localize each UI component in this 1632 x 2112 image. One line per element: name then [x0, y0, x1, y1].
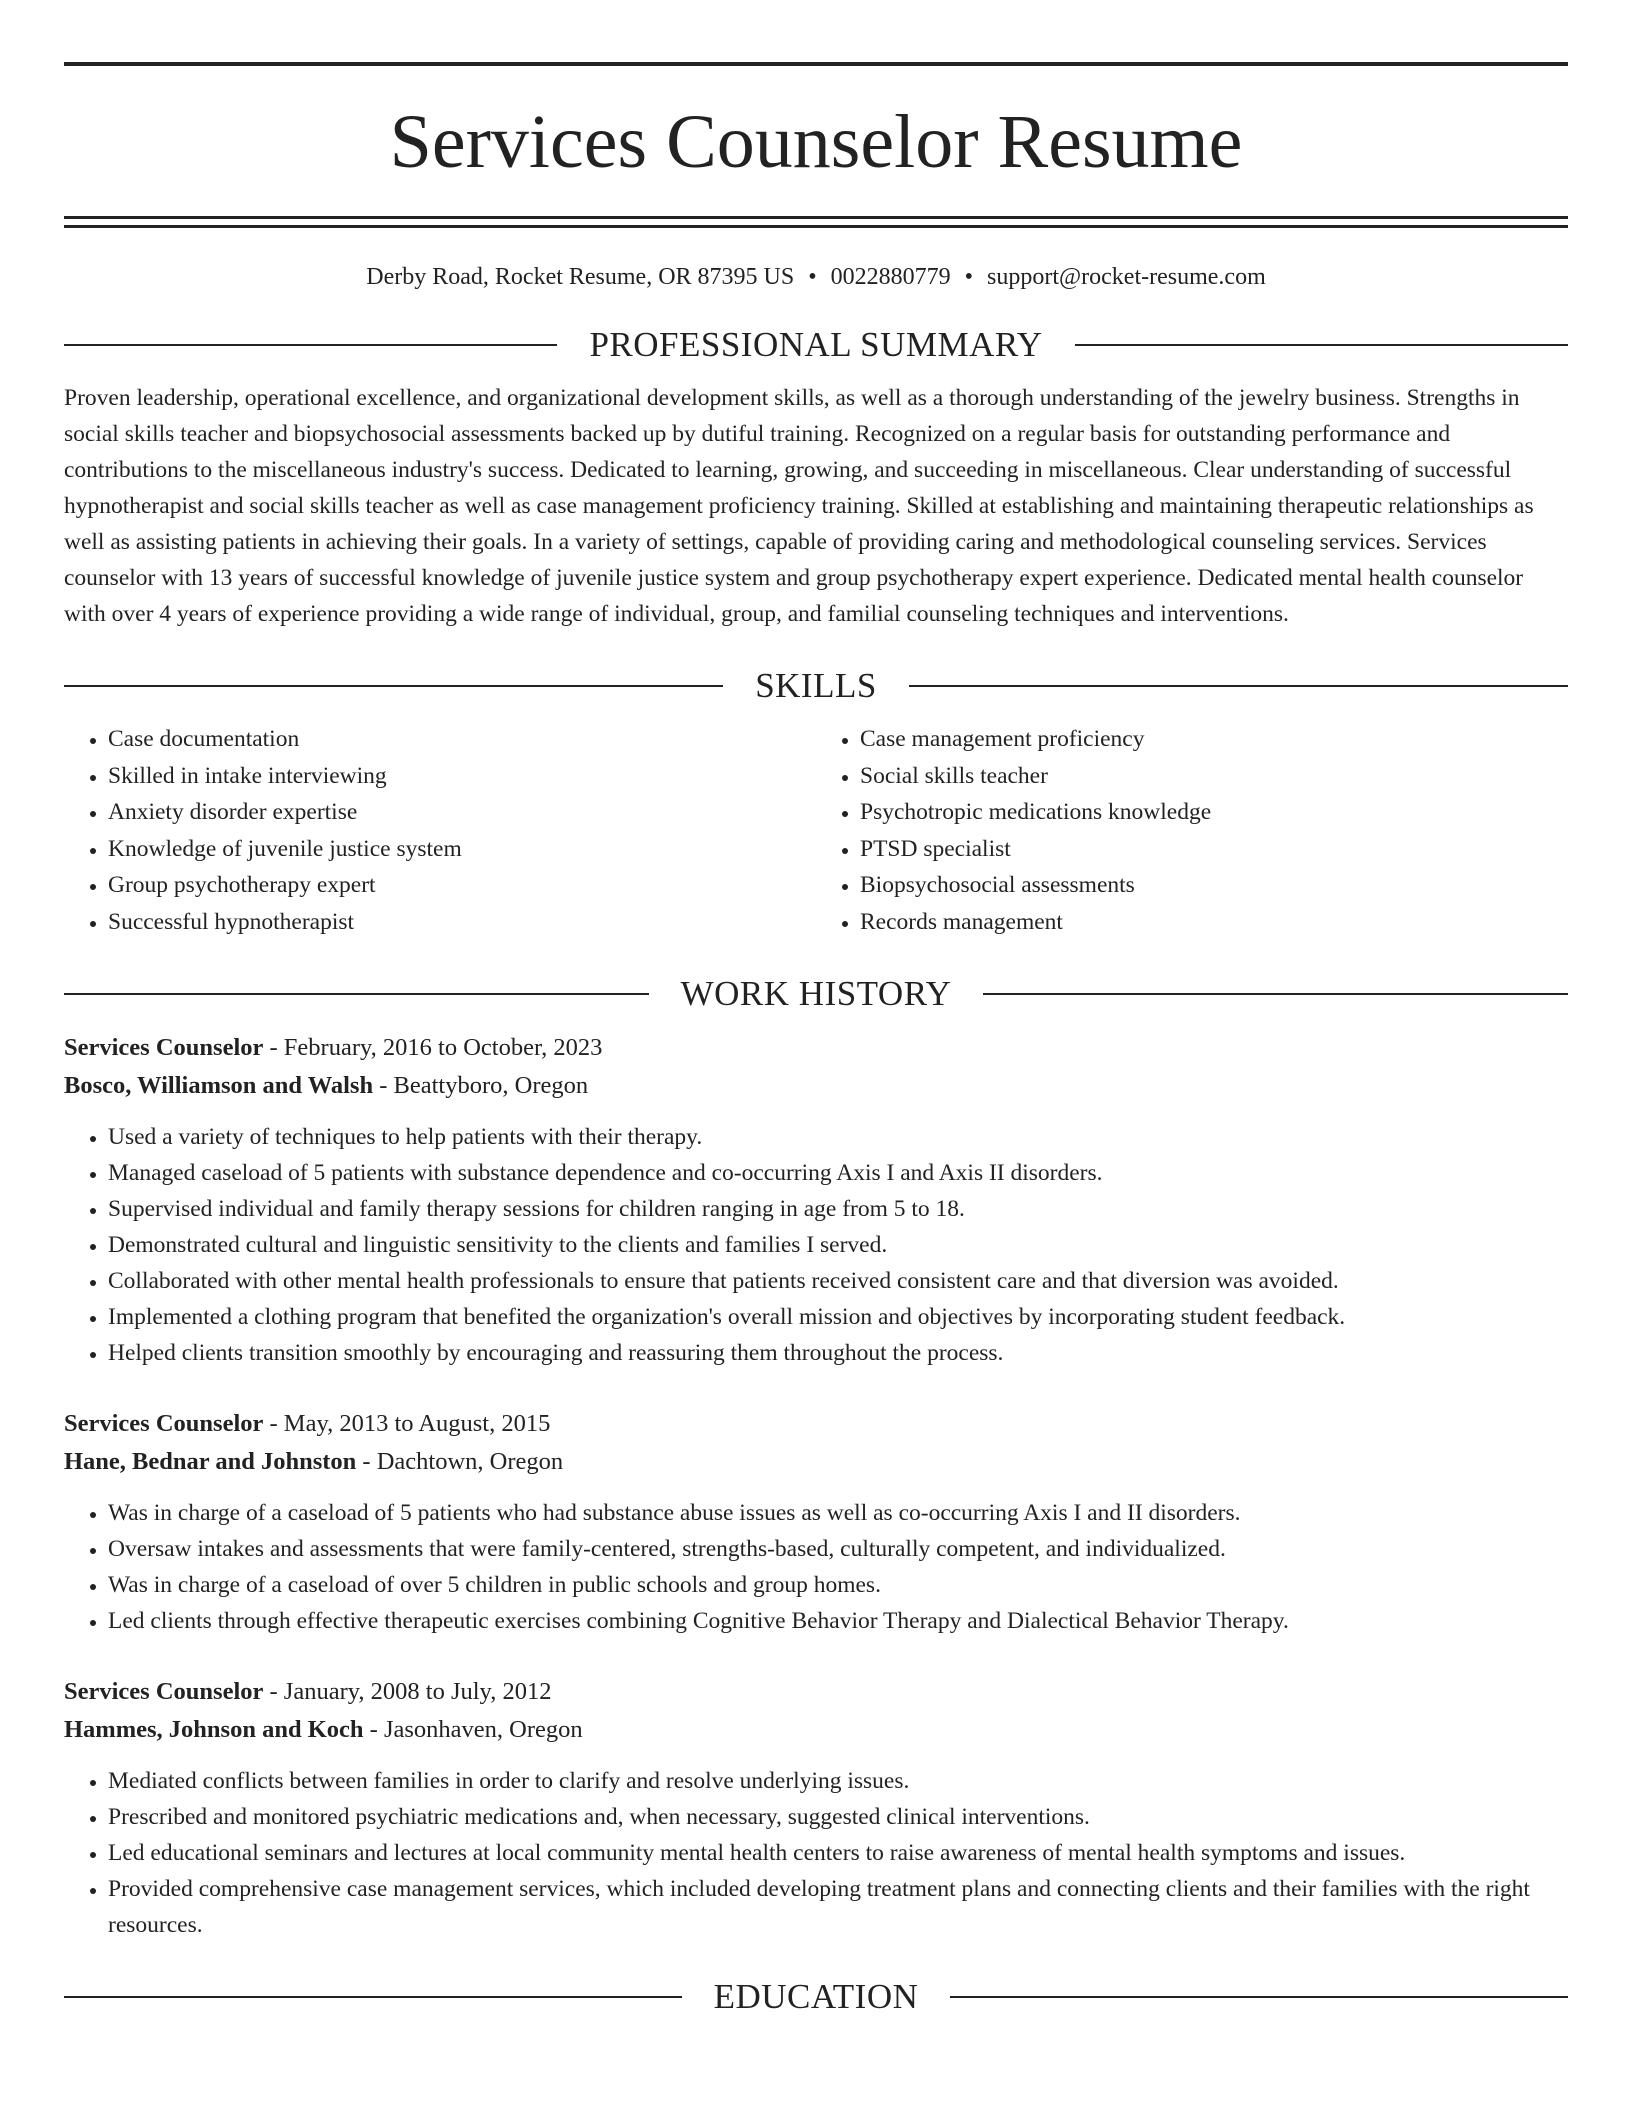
contact-separator: •: [964, 264, 974, 290]
contact-separator: •: [808, 264, 817, 290]
job-bullet: • Led clients through effective therapeutic exercises combining Cognitive Behavior Therapy and Dialectical Behavior Therapy.: [108, 1603, 1568, 1639]
job-company: Bosco, Williamson and Walsh: [64, 1072, 374, 1099]
heading-rule-right: [983, 993, 1568, 995]
dash: -: [269, 1678, 278, 1705]
skill-item: • Group psychotherapy expert: [108, 867, 816, 904]
job-dates: February, 2016 to October, 2023: [283, 1034, 603, 1061]
resume-title: Services Counselor Resume: [389, 100, 1243, 184]
job-bullet: • Implemented a clothing program that benefited the organization's overall mission and objectives by incorporating student feedback.: [108, 1299, 1568, 1335]
skills-column-left: [64, 721, 816, 940]
job-bullets: [64, 1495, 1568, 1639]
job-bullet: • Used a variety of techniques to help patients with their therapy.: [108, 1119, 1568, 1155]
skills-list: [64, 721, 1568, 940]
summary-heading: [64, 327, 1568, 362]
heading-rule-right: [1075, 344, 1568, 346]
job-bullet: • Demonstrated cultural and linguistic sensitivity to the clients and families I served.: [108, 1227, 1568, 1263]
job-title-line: [64, 1405, 1568, 1443]
dash: -: [362, 1448, 371, 1475]
work-heading-label: WORK HISTORY: [680, 974, 952, 1013]
skill-item: • Successful hypnotherapist: [108, 904, 816, 941]
dash: -: [369, 1716, 378, 1743]
job-bullet: • Helped clients transition smoothly by encouraging and reassuring them throughout the process.: [108, 1335, 1568, 1371]
skill-item: • Records management: [860, 904, 1568, 941]
job-location: Dachtown, Oregon: [376, 1448, 564, 1475]
heading-rule-left: [64, 993, 649, 995]
work-heading: [64, 976, 1568, 1011]
contact-phone: 0022880779: [830, 264, 951, 290]
skill-item: • Biopsychosocial assessments: [860, 867, 1568, 904]
job-company-line: [64, 1067, 1568, 1105]
heading-rule-left: [64, 344, 557, 346]
job-company: Hammes, Johnson and Koch: [64, 1716, 364, 1743]
heading-rule-left: [64, 1996, 682, 1998]
skills-heading-label: SKILLS: [755, 666, 877, 705]
heading-rule-left: [64, 685, 723, 687]
skill-item: • Psychotropic medications knowledge: [860, 794, 1568, 831]
skills-heading: [64, 668, 1568, 703]
job-dates: May, 2013 to August, 2015: [283, 1410, 551, 1437]
job-bullet: • Oversaw intakes and assessments that were family-centered, strengths-based, culturally competent, and individualized.: [108, 1531, 1568, 1567]
job-title-line: [64, 1673, 1568, 1711]
job-entry: [64, 1405, 1568, 1639]
job-company-line: [64, 1443, 1568, 1481]
job-bullet: • Was in charge of a caseload of over 5 children in public schools and group homes.: [108, 1567, 1568, 1603]
contact-line: [64, 264, 1568, 291]
skill-item: • Anxiety disorder expertise: [108, 794, 816, 831]
resume-page: [64, 0, 1568, 2014]
skill-item: • Case management proficiency: [860, 721, 1568, 758]
job-entry: [64, 1029, 1568, 1371]
job-bullet: • Provided comprehensive case management services, which included developing treatment plans and connecting clients and their families with the right resources.: [108, 1871, 1568, 1943]
job-bullets: [64, 1119, 1568, 1371]
job-bullet: • Prescribed and monitored psychiatric medications and, when necessary, suggested clinical interventions.: [108, 1799, 1568, 1835]
summary-text: Proven leadership, operational excellence, and organizational development skills, as well as a thorough understanding of the jewelry business. Strengths in social skills teacher and biopsychosocial assessments backed up by dutiful training. Recognized on a regular basis for outstanding performance and contributions to the miscellaneous industry's success. Dedicated to learning, growing, and succeeding in miscellaneous. Clear understanding of successful hypnotherapist and social skills teacher as well as case management proficiency training. Skilled at establishing and maintaining therapeutic relationships as well as assisting patients in achieving their goals. In a variety of settings, capable of providing caring and methodological counseling services. Services counselor with 13 years of successful knowledge of juvenile justice system and group psychotherapy expert experience. Dedicated mental health counselor with over 4 years of experience providing a wide range of individual, group, and familial counseling techniques and interventions.: [64, 385, 1534, 627]
job-bullet: • Collaborated with other mental health professionals to ensure that patients received consistent care and that diversion was avoided.: [108, 1263, 1568, 1299]
title-rule-lower: [64, 225, 1568, 228]
job-location: Jasonhaven, Oregon: [383, 1716, 583, 1743]
job-bullet: • Led educational seminars and lectures at local community mental health centers to raise awareness of mental health symptoms and issues.: [108, 1835, 1568, 1871]
job-title-line: [64, 1029, 1568, 1067]
dash: -: [269, 1410, 278, 1437]
title-rule-upper: [64, 216, 1568, 219]
job-bullet: • Was in charge of a caseload of 5 patients who had substance abuse issues as well as co-occurring Axis I and II disorders.: [108, 1495, 1568, 1531]
job-title: Services Counselor: [64, 1034, 264, 1061]
summary-heading-label: PROFESSIONAL SUMMARY: [589, 325, 1043, 364]
job-bullet: • Supervised individual and family therapy sessions for children ranging in age from 5 to 18.: [108, 1191, 1568, 1227]
skill-item: • PTSD specialist: [860, 831, 1568, 868]
heading-rule-right: [950, 1996, 1568, 1998]
job-title: Services Counselor: [64, 1678, 264, 1705]
job-entry: [64, 1673, 1568, 1943]
job-title: Services Counselor: [64, 1410, 264, 1437]
skill-item: • Case documentation: [108, 721, 816, 758]
education-heading-label: EDUCATION: [713, 1977, 919, 2016]
job-location: Beattyboro, Oregon: [393, 1072, 589, 1099]
job-bullets: [64, 1763, 1568, 1943]
job-bullet: • Mediated conflicts between families in order to clarify and resolve underlying issues.: [108, 1763, 1568, 1799]
contact-address: Derby Road, Rocket Resume, OR 87395 US: [366, 264, 795, 290]
skill-item: • Social skills teacher: [860, 758, 1568, 795]
job-bullet: • Managed caseload of 5 patients with substance dependence and co-occurring Axis I and Axis II disorders.: [108, 1155, 1568, 1191]
skill-item: • Knowledge of juvenile justice system: [108, 831, 816, 868]
heading-rule-right: [909, 685, 1568, 687]
skill-item: • Skilled in intake interviewing: [108, 758, 816, 795]
job-dates: January, 2008 to July, 2012: [283, 1678, 552, 1705]
skills-column-right: [816, 721, 1568, 940]
dash: -: [379, 1072, 388, 1099]
job-company: Hane, Bednar and Johnston: [64, 1448, 357, 1475]
job-company-line: [64, 1711, 1568, 1749]
dash: -: [269, 1034, 278, 1061]
education-heading: [64, 1979, 1568, 2014]
contact-email: support@rocket-resume.com: [987, 264, 1266, 290]
